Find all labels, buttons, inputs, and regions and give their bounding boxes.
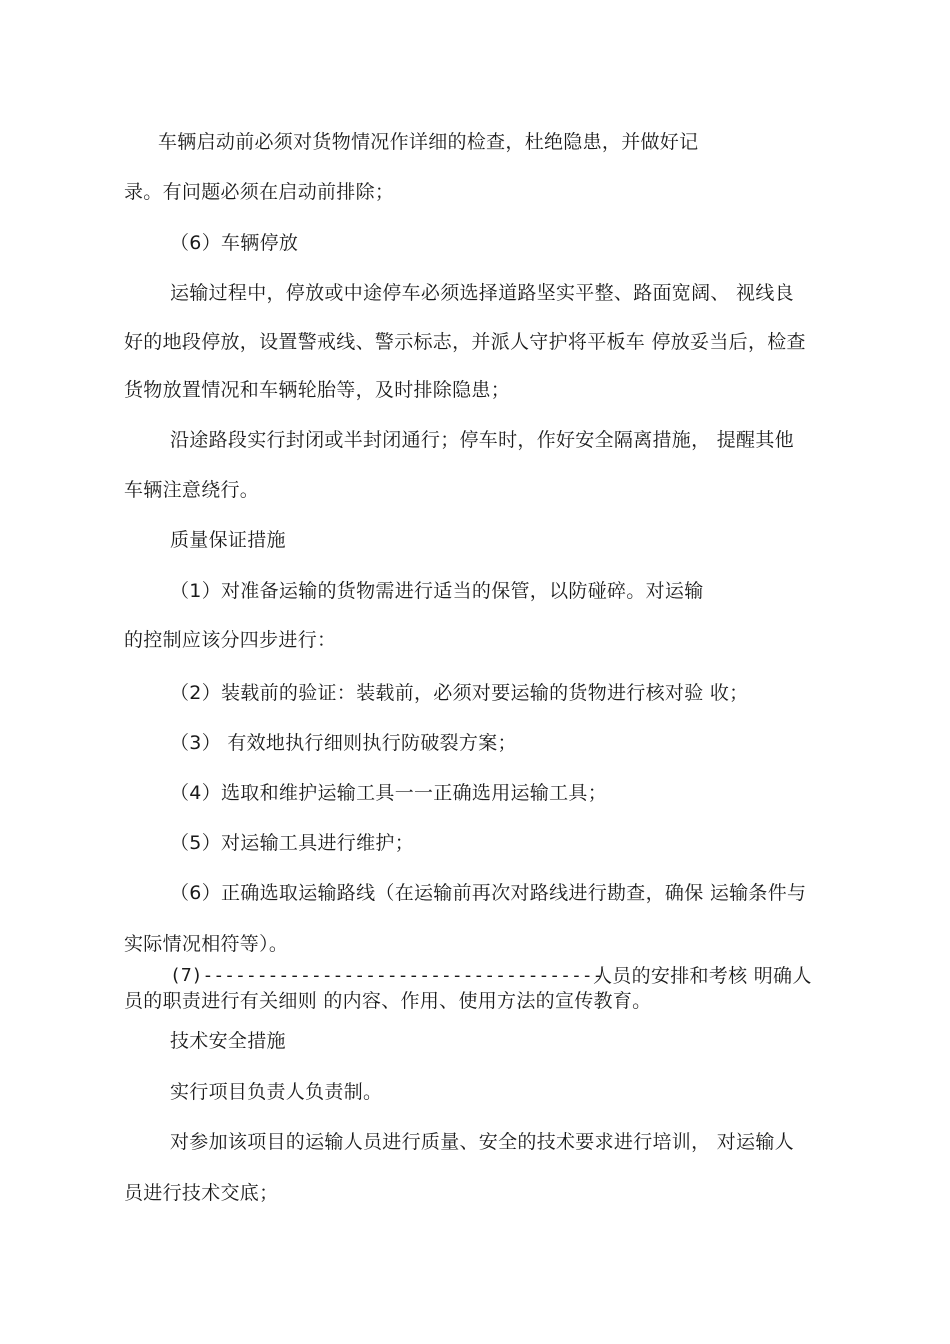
paragraph-line: 人员的安排和考核 明确人 (593, 965, 812, 987)
dashed-fill-line: (7)------------------------------------- (170, 965, 604, 986)
paragraph-line: （1）对准备运输的货物需进行适当的保管，以防碰碎。对运输 (170, 580, 704, 602)
paragraph-line: 实行项目负责人负责制。 (170, 1081, 383, 1103)
paragraph-line: 录。有问题必须在启动前排除； (124, 181, 395, 203)
list-item: （2）装载前的验证：装载前，必须对要运输的货物进行核对验 收； (170, 682, 749, 704)
list-item: （6）正确选取运输路线（在运输前再次对路线进行勘查，确保 运输条件与 (170, 882, 807, 904)
list-item: （4）选取和维护运输工具一一正确选用运输工具； (170, 782, 607, 804)
paragraph-line: 对参加该项目的运输人员进行质量、安全的技术要求进行培训， 对运输人 (170, 1131, 794, 1153)
paragraph-line: 运输过程中，停放或中途停车必须选择道路坚实平整、路面宽阔、 视线良 (170, 282, 794, 304)
section-heading: 质量保证措施 (170, 529, 286, 551)
paragraph-line: 沿途路段实行封闭或半封闭通行；停车时，作好安全隔离措施， 提醒其他 (170, 429, 794, 451)
section-heading: 技术安全措施 (170, 1030, 286, 1052)
list-item: （5）对运输工具进行维护； (170, 832, 414, 854)
list-item: （3） 有效地执行细则执行防破裂方案； (170, 732, 517, 754)
paragraph-line: 员进行技术交底； (124, 1182, 279, 1204)
paragraph-line: 车辆注意绕行。 (124, 479, 260, 501)
paragraph-line: 车辆启动前必须对货物情况作详细的检查，杜绝隐患，并做好记 (158, 131, 699, 153)
paragraph-line: 货物放置情况和车辆轮胎等，及时排除隐患； (124, 379, 511, 401)
paragraph-line: 的控制应该分四步进行： (124, 629, 337, 651)
paragraph-line: 员的职责进行有关细则 的内容、作用、使用方法的宣传教育。 (124, 990, 652, 1012)
paragraph-line: 好的地段停放，设置警戒线、警示标志，并派人守护将平板车 停放妥当后，检查 (124, 331, 806, 353)
section-subheading: （6）车辆停放 (170, 232, 299, 254)
paragraph-line: 实际情况相符等）。 (124, 933, 289, 955)
